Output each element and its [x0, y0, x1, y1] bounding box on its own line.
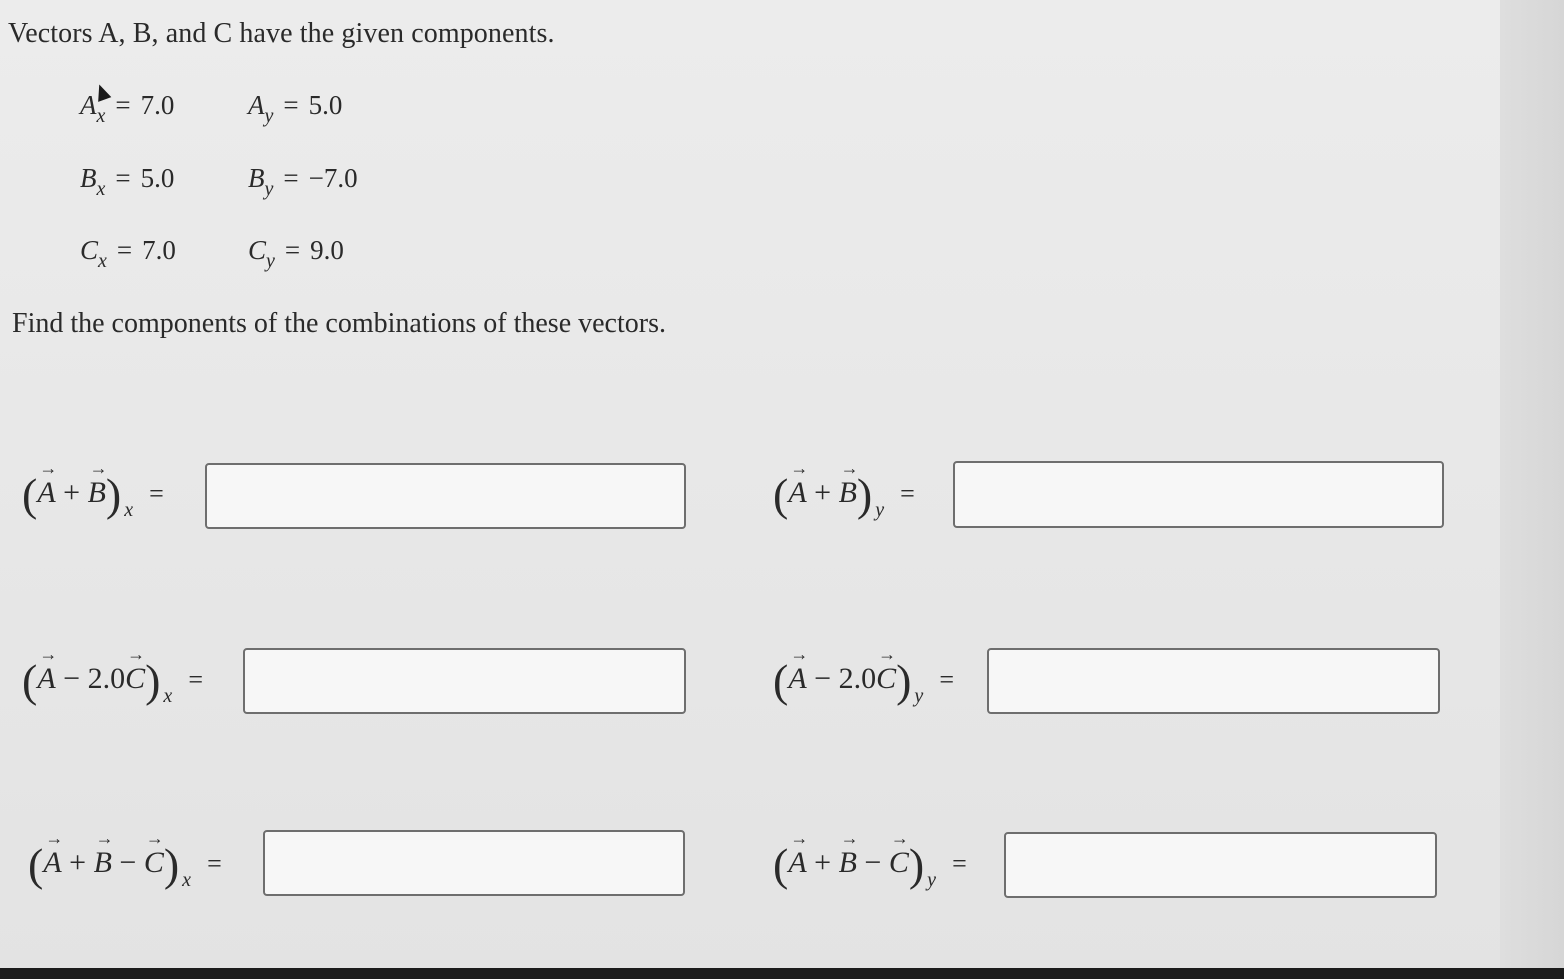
component-cy: $C_y = 9.0$ — [248, 235, 344, 272]
instruction-text: Find the components of the combinations of these vectors. — [12, 308, 666, 339]
answer-input-a-minus-2c-y[interactable] — [987, 648, 1440, 714]
component-ay: $A_y = 5.0$ — [248, 90, 343, 127]
problem-statement: Vectors A, B, and C have the given components. — [8, 18, 555, 49]
component-cx: $C_x = 7.0$ — [80, 235, 176, 272]
label-a-plus-b-minus-c-y: (→ A + → B − → C) $_y$= — [773, 842, 967, 888]
label-a-minus-2c-x: (→ A − 2.0→ C) $_x$= — [22, 658, 203, 704]
component-ax: $A_x = 7.0$ — [80, 90, 175, 127]
label-a-plus-b-x: (→ A + → B) $_x$= — [22, 472, 164, 518]
screen-bezel — [0, 968, 1564, 979]
answer-input-a-plus-b-x[interactable] — [205, 463, 686, 529]
label-a-plus-b-minus-c-x: (→ A + → B − → C) $_x$= — [28, 842, 222, 888]
label-a-plus-b-y: (→ A + → B) $_y$= — [773, 472, 915, 518]
component-bx: $B_x = 5.0$ — [80, 163, 175, 200]
label-a-minus-2c-y: (→ A − 2.0→ C) $_y$= — [773, 658, 954, 704]
component-by: $B_y = -7.0$ — [248, 163, 358, 200]
answer-input-a-plus-b-minus-c-x[interactable] — [263, 830, 685, 896]
answer-input-a-plus-b-y[interactable] — [953, 461, 1444, 528]
answer-input-a-minus-2c-x[interactable] — [243, 648, 686, 714]
answer-input-a-plus-b-minus-c-y[interactable] — [1004, 832, 1437, 898]
page-margin — [1500, 0, 1564, 979]
